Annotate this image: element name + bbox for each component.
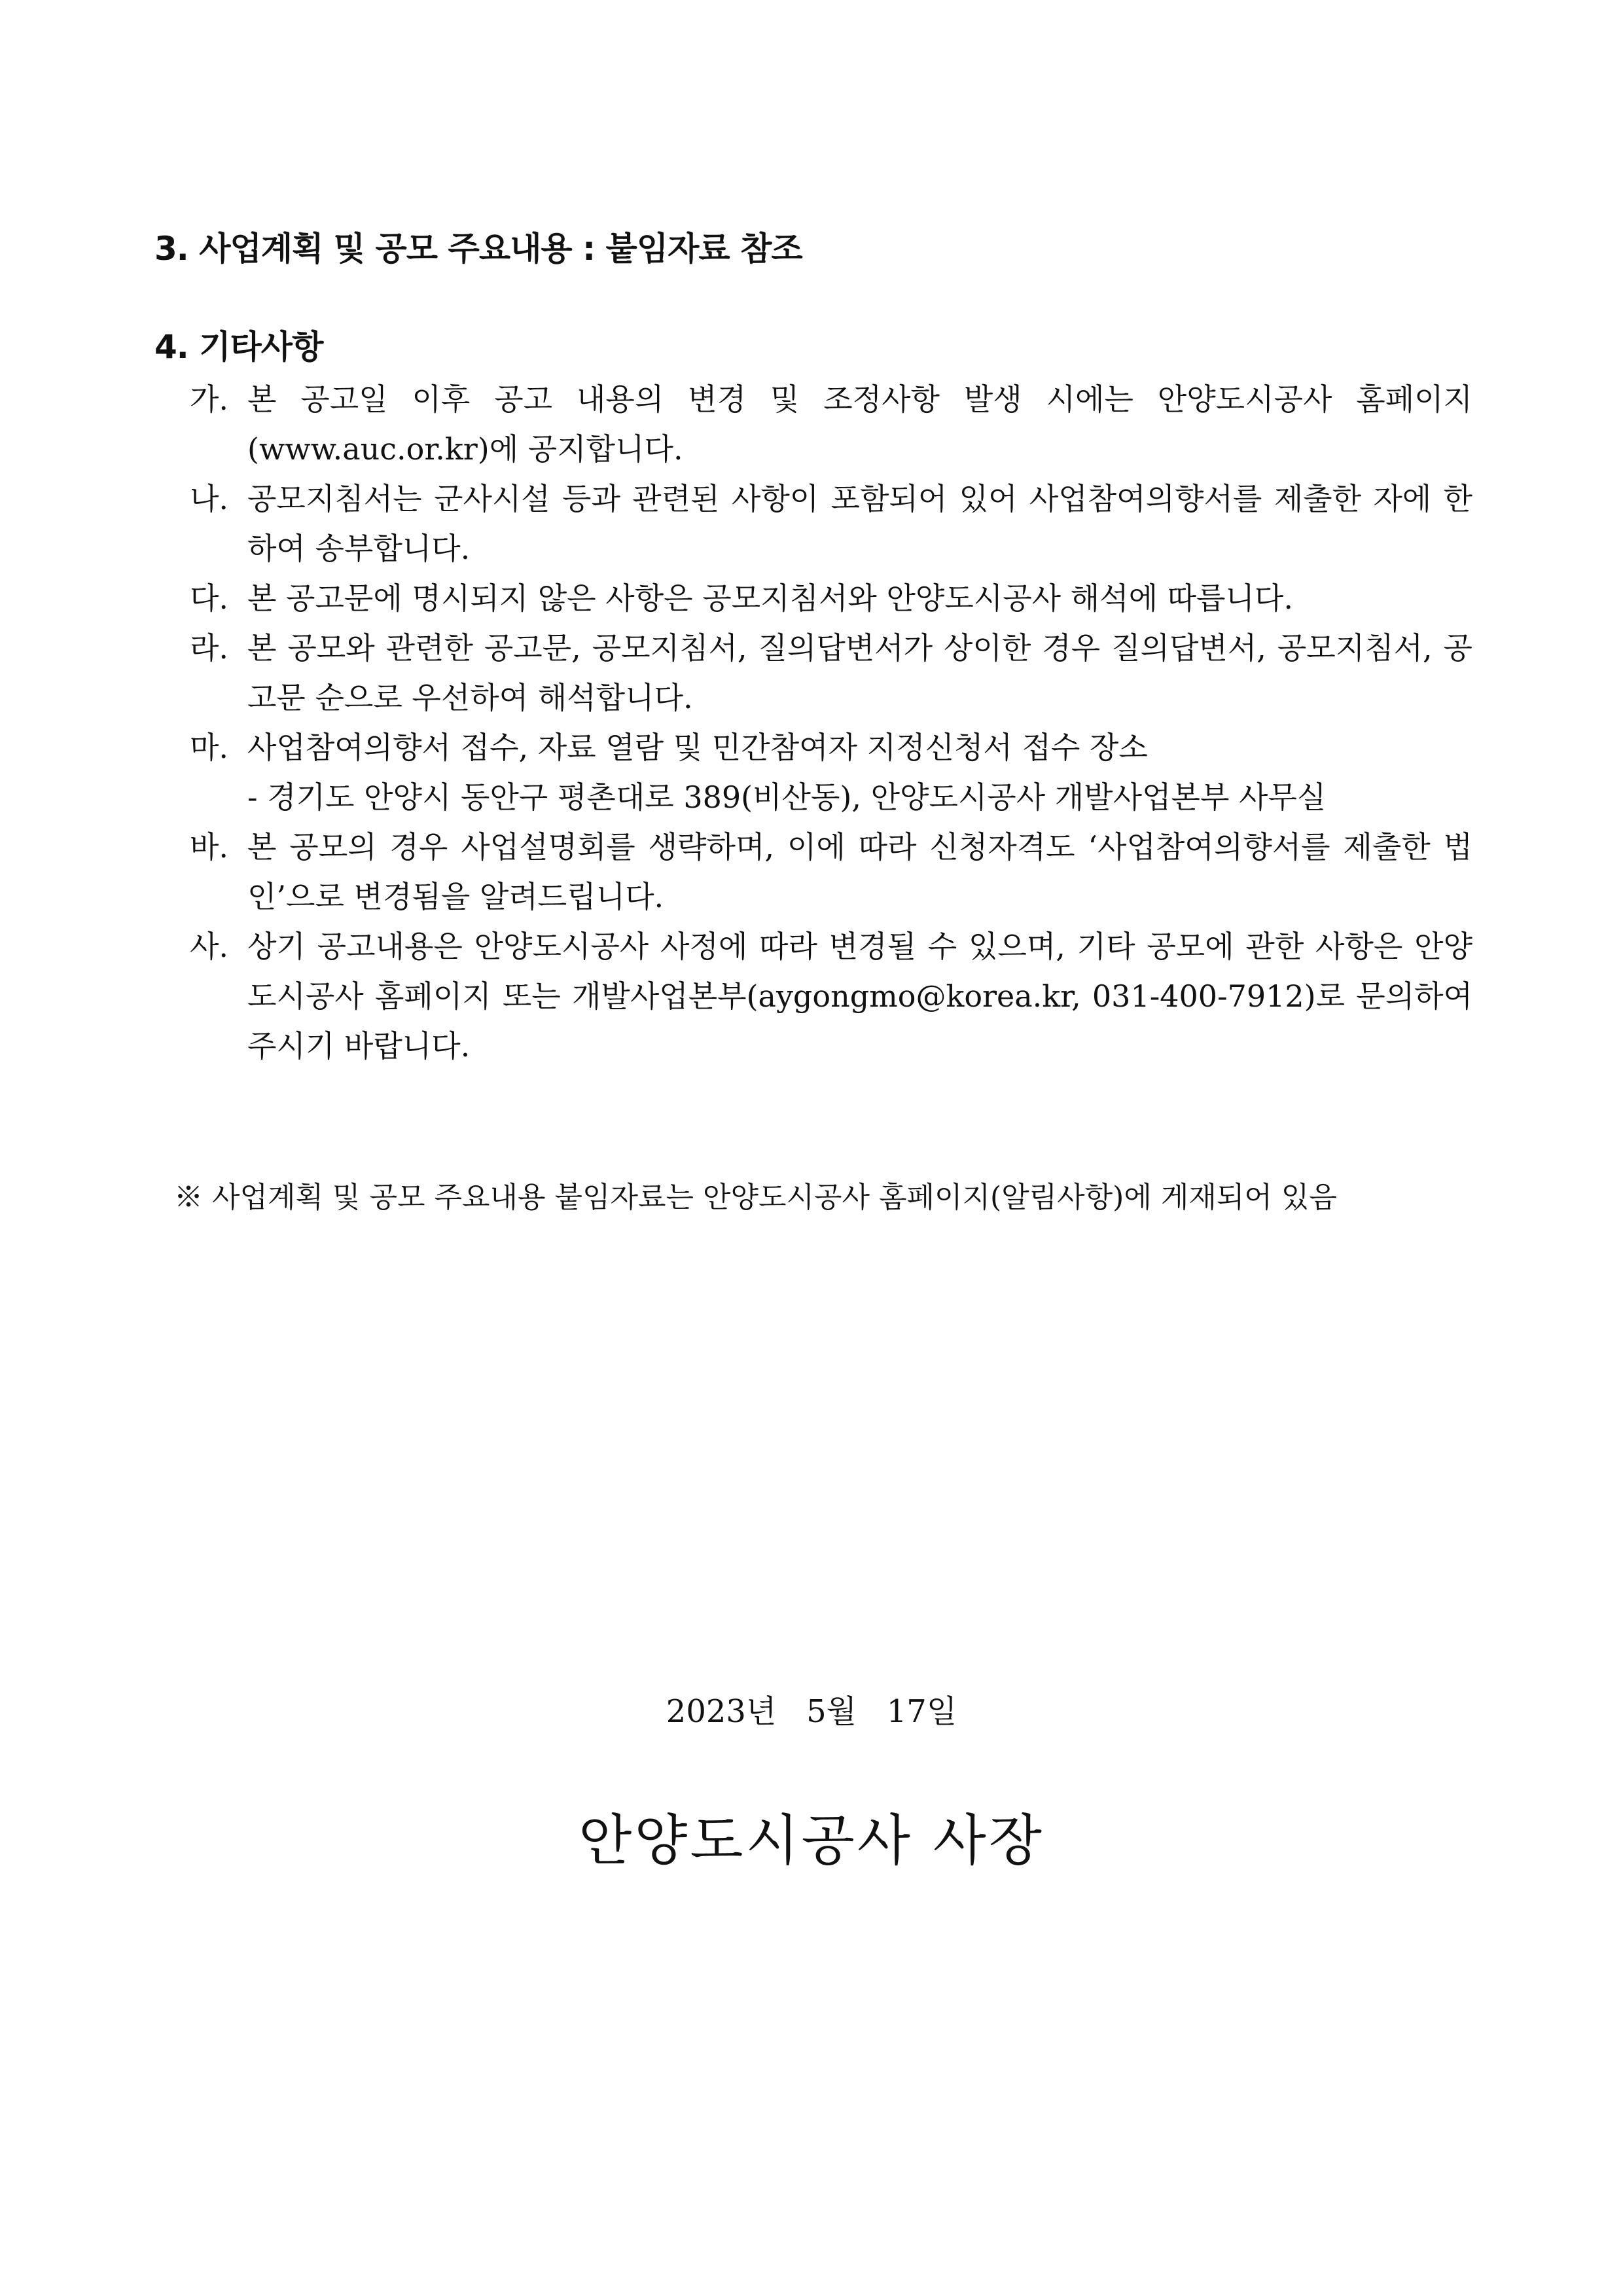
list-item-marker: 바. [190,829,229,865]
list-item-sa [190,922,1472,1071]
other-matters-list [190,374,1472,1071]
list-item-ba [190,822,1472,922]
list-item-marker: 가. [190,382,229,417]
section-heading-other-matters: 4. 기타사항 [154,328,323,366]
list-item-marker: 사. [190,929,229,964]
list-item-text: 공모지침서는 군사시설 등과 관련된 사항이 포함되어 있어 사업참여의향서를 제출한 자에 한하여 송부합니다. [247,481,1472,566]
list-item-ga [190,374,1472,474]
attachment-note: ※ 사업계획 및 공모 주요내용 붙임자료는 안양도시공사 홈페이지(알림사항)에 게재되어 있음 [174,1181,1337,1214]
list-item-marker: 나. [190,481,229,516]
section-heading-business-plan: 3. 사업계획 및 공모 주요내용 : 붙임자료 참조 [154,230,802,268]
list-item-text: 본 공고일 이후 공고 내용의 변경 및 조정사항 발생 시에는 안양도시공사 홈페이지 (www.auc.or.kr)에 공지합니다. [247,382,1472,467]
list-item-text: 본 공모와 관련한 공고문, 공모지침서, 질의답변서가 상이한 경우 질의답변서, 공모지침서, 공고문 순으로 우선하여 해석합니다. [247,630,1472,715]
list-item-text: 상기 공고내용은 안양도시공사 사정에 따라 변경될 수 있으며, 기타 공모에 관한 사항은 안양도시공사 홈페이지 또는 개발사업본부(aygongmo@korea.kr, 031-400-7912)로 문의하여 주시기 바랍니다. [247,929,1472,1064]
list-item-na [190,474,1472,573]
list-item-da [190,573,1472,623]
list-item-marker: 마. [190,730,229,765]
list-item-marker: 라. [190,630,229,666]
list-item-text: 본 공모의 경우 사업설명회를 생략하며, 이에 따라 신청자격도 ‘사업참여의향서를 제출한 법인’으로 변경됨을 알려드립니다. [247,829,1472,914]
list-item-marker: 다. [190,581,229,616]
list-item-text: 사업참여의향서 접수, 자료 열람 및 민간참여자 지정신청서 접수 장소 [247,730,1148,765]
issuer-signature: 안양도시공사 사장 [579,1808,1044,1873]
list-item-address: - 경기도 안양시 동안구 평촌대로 389(비산동), 안양도시공사 개발사업본부 사무실 [247,780,1327,815]
announcement-date: 2023년 5월 17일 [666,1693,957,1730]
list-item-ra [190,623,1472,723]
list-item-text: 본 공고문에 명시되지 않은 사항은 공모지침서와 안양도시공사 해석에 따릅니다. [247,581,1293,616]
list-item-ma [190,723,1472,822]
